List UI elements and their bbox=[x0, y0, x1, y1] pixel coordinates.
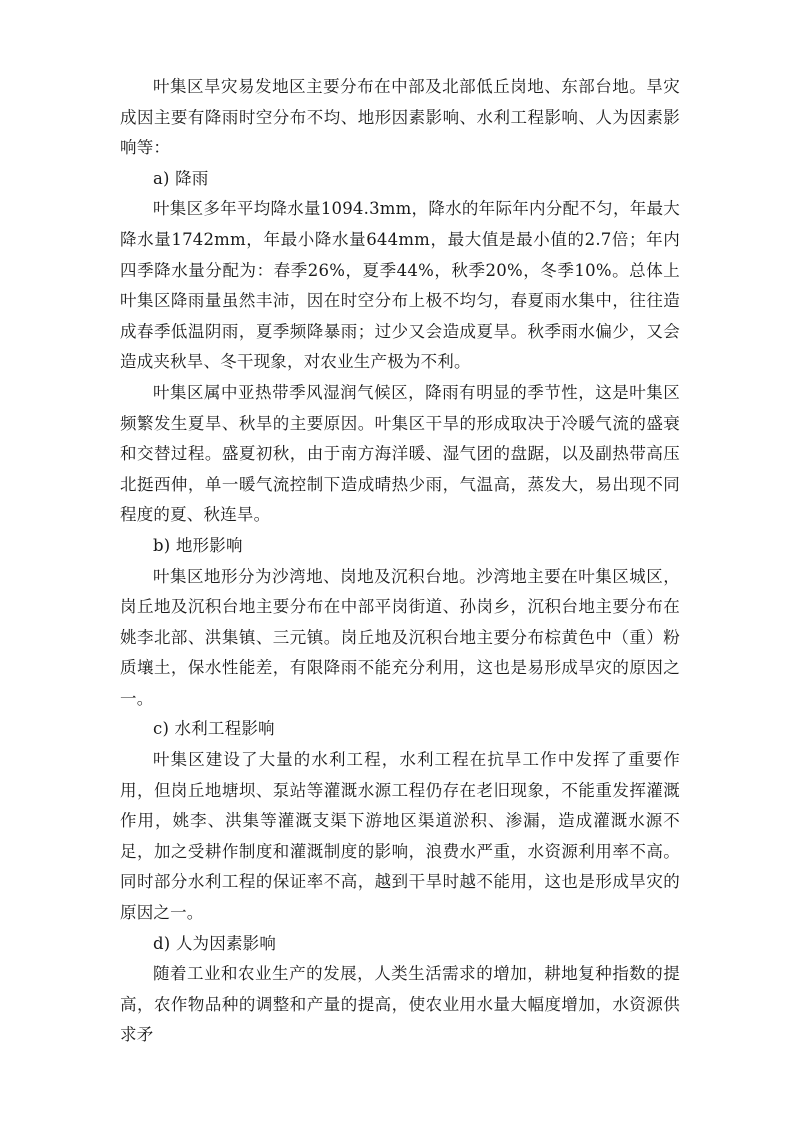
rainfall-paragraph-1: 叶集区多年平均降水量1094.3mm，降水的年际年内分配不匀，年最大降水量1742mm，年最小降水量644mm，最大值是最小值的2.7倍；年内四季降水量分配为：春季26%，夏季44%，秋季20%，冬季10%。总体上叶集区降雨量虽然丰沛，因在时空分布上极不均匀，春夏雨水集中，往往造成春季低温阴雨，夏季频降暴雨；过少又会造成夏旱。秋季雨水偏少，又会造成夹秋旱、冬干现象，对农业生产极为不利。 bbox=[120, 199, 680, 372]
human-factors-paragraph: 随着工业和农业生产的发展，人类生活需求的增加，耕地复种指数的提高，农作物品种的调整和产量的提高，使农业用水量大幅度增加，水资源供求矛 bbox=[120, 964, 680, 1045]
water-works-paragraph: 叶集区建设了大量的水利工程，水利工程在抗旱工作中发挥了重要作用，但岗丘地塘坝、泵站等灌溉水源工程仍存在老旧现象，不能重发挥灌溉作用，姚李、洪集等灌溉支渠下游地区渠道淤积、渗漏，造成灌溉水源不足，加之受耕作制度和灌溉制度的影响，浪费水严重，水资源利用率不高。同时部分水利工程的保证率不高，越到干旱时越不能用，这也是形成旱灾的原因之一。 bbox=[120, 750, 680, 923]
section-heading-human-factors: d) 人为因素影响 bbox=[153, 933, 277, 953]
terrain-paragraph: 叶集区地形分为沙湾地、岗地及沉积台地。沙湾地主要在叶集区城区，岗丘地及沉积台地主要分布在中部平岗街道、孙岗乡，沉积台地主要分布在姚李北部、洪集镇、三元镇。岗丘地及沉积台地主要分布棕黄色中（重）粉质壤土，保水性能差，有限降雨不能充分利用，这也是易形成旱灾的原因之一。 bbox=[120, 566, 680, 708]
section-heading-water-works: c) 水利工程影响 bbox=[153, 719, 275, 739]
section-heading-rainfall: a) 降雨 bbox=[153, 168, 209, 188]
intro-paragraph: 叶集区旱灾易发地区主要分布在中部及北部低丘岗地、东部台地。旱灾成因主要有降雨时空分布不均、地形因素影响、水利工程影响、人为因素影响等： bbox=[120, 77, 680, 158]
section-heading-terrain: b) 地形影响 bbox=[153, 535, 243, 555]
document-body bbox=[120, 72, 680, 1051]
rainfall-paragraph-2: 叶集区属中亚热带季风湿润气候区，降雨有明显的季节性，这是叶集区频繁发生夏旱、秋旱的主要原因。叶集区干旱的形成取决于冷暖气流的盛衰和交替过程。盛夏初秋，由于南方海洋暖、湿气团的盘踞，以及副热带高压北挺西伸，单一暖气流控制下造成晴热少雨，气温高，蒸发大，易出现不同程度的夏、秋连旱。 bbox=[120, 382, 680, 525]
